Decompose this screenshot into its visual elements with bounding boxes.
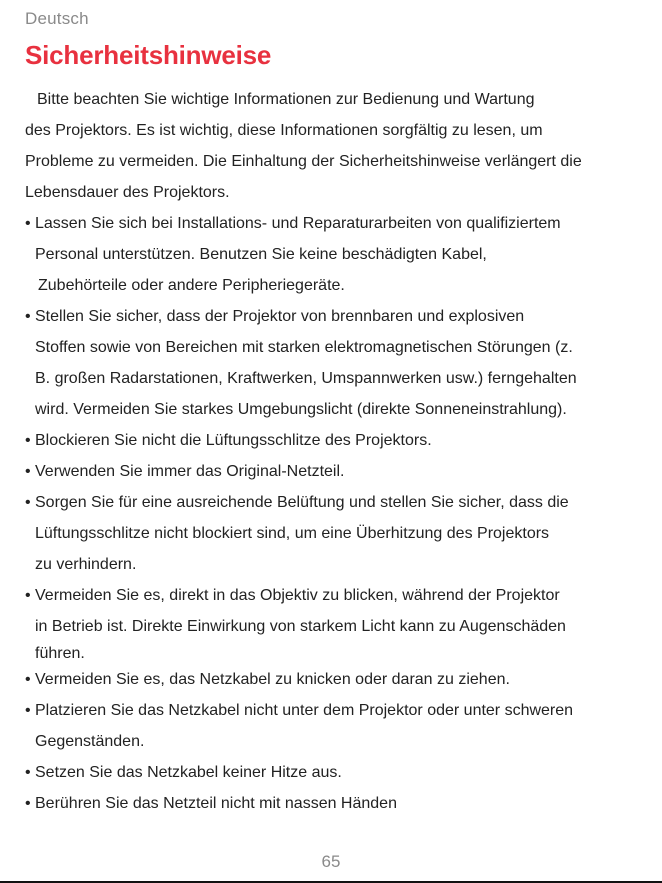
- bullet-item: [25, 425, 635, 456]
- bullet-line: • Platzieren Sie das Netzkabel nicht unter dem Projektor oder unter schweren: [35, 702, 574, 719]
- bullet-item: [25, 580, 635, 664]
- bullet-item: [25, 208, 635, 301]
- bullet-line: B. großen Radarstationen, Kraftwerken, Umspannwerken usw.) ferngehalten: [35, 370, 577, 387]
- bullet-line: Gegenständen.: [35, 733, 145, 750]
- safety-instructions-body: [25, 84, 635, 819]
- bullet-line: führen.: [35, 645, 85, 662]
- bullet-line: • Blockieren Sie nicht die Lüftungsschlitze des Projektors.: [35, 432, 432, 449]
- intro-line: Probleme zu vermeiden. Die Einhaltung der Sicherheitshinweise verlängert die: [25, 153, 582, 170]
- intro-line: Lebensdauer des Projektors.: [25, 184, 230, 201]
- bullet-line: • Vermeiden Sie es, direkt in das Objektiv zu blicken, während der Projektor: [35, 587, 560, 604]
- intro-line: des Projektors. Es ist wichtig, diese Informationen sorgfältig zu lesen, um: [25, 122, 543, 139]
- bullet-list: [25, 208, 635, 819]
- bullet-line: Personal unterstützen. Benutzen Sie keine beschädigten Kabel,: [35, 246, 487, 263]
- bullet-line: • Verwenden Sie immer das Original-Netzteil.: [35, 463, 345, 480]
- bullet-line: Lüftungsschlitze nicht blockiert sind, um eine Überhitzung des Projektors: [35, 525, 550, 542]
- bullet-item: [25, 487, 635, 580]
- page-number: 65: [321, 852, 341, 871]
- bullet-item: [25, 695, 635, 757]
- bullet-item: [25, 301, 635, 425]
- bullet-item: [25, 664, 635, 695]
- bullet-line: in Betrieb ist. Direkte Einwirkung von starkem Licht kann zu Augenschäden: [35, 618, 566, 635]
- bullet-item: [25, 788, 635, 819]
- intro-paragraph: [25, 84, 635, 208]
- language-label: Deutsch: [25, 9, 89, 28]
- bullet-line: • Berühren Sie das Netzteil nicht mit nassen Händen: [35, 795, 397, 812]
- bullet-line: • Stellen Sie sicher, dass der Projektor von brennbaren und explosiven: [35, 308, 525, 325]
- bullet-line: • Vermeiden Sie es, das Netzkabel zu knicken oder daran zu ziehen.: [35, 671, 510, 688]
- bullet-line: • Sorgen Sie für eine ausreichende Belüftung und stellen Sie sicher, dass die: [35, 494, 569, 511]
- bullet-line: Stoffen sowie von Bereichen mit starken elektromagnetischen Störungen (z.: [35, 339, 573, 356]
- bullet-line: zu verhindern.: [35, 556, 137, 573]
- bullet-line: • Lassen Sie sich bei Installations- und Reparaturarbeiten von qualifiziertem: [35, 215, 561, 232]
- bullet-line: wird. Vermeiden Sie starkes Umgebungslicht (direkte Sonneneinstrahlung).: [35, 401, 567, 418]
- bullet-line: Zubehörteile oder andere Peripheriegeräte.: [38, 277, 345, 294]
- bullet-item: [25, 456, 635, 487]
- bullet-line: • Setzen Sie das Netzkabel keiner Hitze aus.: [35, 764, 342, 781]
- intro-line: Bitte beachten Sie wichtige Informationen zur Bedienung und Wartung: [37, 91, 535, 108]
- bullet-item: [25, 757, 635, 788]
- section-title: Sicherheitshinweise: [25, 40, 272, 70]
